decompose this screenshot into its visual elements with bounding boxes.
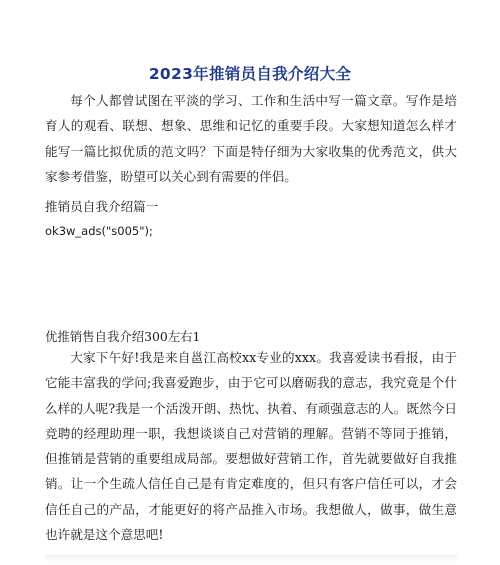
intro-paragraph: 每个人都曾试图在平淡的学习、工作和生活中写一篇文章。写作是培育人的观看、联想、想象、思维和记忆的重要手段。大家想知道怎么样才能写一篇比拟优质的范文吗？下面是特仔细为大家收集的优秀范文，供大家参考借鉴，盼望可以关心到有需要的伴侣。: [45, 93, 457, 184]
body-paragraph: 大家下午好!我是来自邕江高校xx专业的xxx。我喜爱读书看报，由于它能丰富我的学问;我喜爱跑步，由于它可以磨砺我的意志，我究竟是个什么样的人呢?我是一个活泼开朗、热忱、执着、有顽强意志的人。既然今日竞聘的经理助理一职，我想谈谈自己对营销的理解。营销不等同于推销，但推销是营销的重要组成局部。要想做好营销工作，首先就要做好自我推销。让一个生疏人信任自己是有肯定难度的，但只有客户信任可以，才会信任自己的产品，才能更好的将产品推入市场。我想做人，做事，做生意也许就是这个意思吧!: [45, 350, 457, 543]
section-heading: 推销员自我介绍篇一: [45, 199, 159, 214]
ad-code-text: ok3w_ads("s005");: [45, 224, 153, 238]
page-title: 2023年推销员自我介绍大全: [148, 65, 352, 83]
section-heading: 优推销售自我介绍300左右1: [45, 329, 201, 344]
faded-text-line: [45, 555, 457, 563]
